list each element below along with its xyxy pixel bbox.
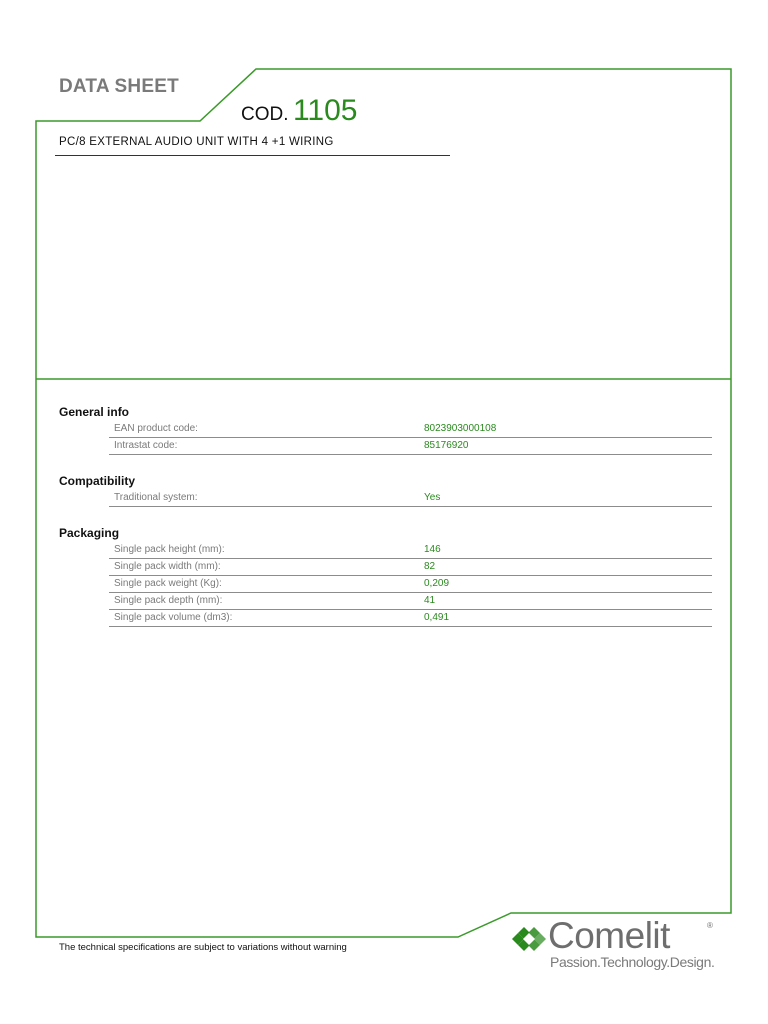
comelit-x-logo-icon — [512, 927, 546, 951]
footer-disclaimer: The technical specifications are subject to variations without warning — [59, 942, 347, 953]
row-label: Single pack width (mm): — [114, 561, 221, 572]
row-value: 146 — [424, 544, 441, 555]
brand-name: Comelit — [548, 915, 670, 956]
table-row — [109, 421, 712, 438]
code-number: 1105 — [292, 94, 358, 127]
row-label: Single pack depth (mm): — [114, 595, 223, 606]
row-label: Single pack volume (dm3): — [114, 612, 233, 623]
row-value: 41 — [424, 595, 436, 606]
table-row — [109, 610, 712, 627]
row-label: Traditional system: — [114, 492, 198, 503]
row-value: 85176920 — [424, 440, 469, 451]
section-heading-compatibility: Compatibility — [59, 474, 136, 488]
registered-mark: ® — [707, 921, 713, 930]
table-row — [109, 490, 712, 507]
product-name: PC/8 EXTERNAL AUDIO UNIT WITH 4 +1 WIRING — [59, 136, 334, 148]
row-value: 0,209 — [424, 578, 450, 589]
brand-tagline: Passion.Technology.Design. — [550, 954, 715, 970]
table-row — [109, 576, 712, 593]
row-label: Intrastat code: — [114, 440, 178, 451]
row-value: 8023903000108 — [424, 423, 497, 434]
row-label: Single pack weight (Kg): — [114, 578, 222, 589]
table-row — [109, 593, 712, 610]
code-prefix: COD. — [241, 104, 289, 125]
title-underline — [55, 155, 450, 156]
brand-logo — [512, 915, 717, 975]
table-row — [109, 438, 712, 455]
row-value: Yes — [424, 492, 441, 503]
product-code — [241, 94, 357, 128]
table-row — [109, 559, 712, 576]
row-label: EAN product code: — [114, 423, 198, 434]
section-heading-general-info: General info — [59, 405, 130, 419]
document-title: DATA SHEET — [59, 76, 179, 97]
row-label: Single pack height (mm): — [114, 544, 225, 555]
row-value: 82 — [424, 561, 436, 572]
row-value: 0,491 — [424, 612, 450, 623]
table-row — [109, 542, 712, 559]
section-heading-packaging: Packaging — [59, 526, 120, 540]
